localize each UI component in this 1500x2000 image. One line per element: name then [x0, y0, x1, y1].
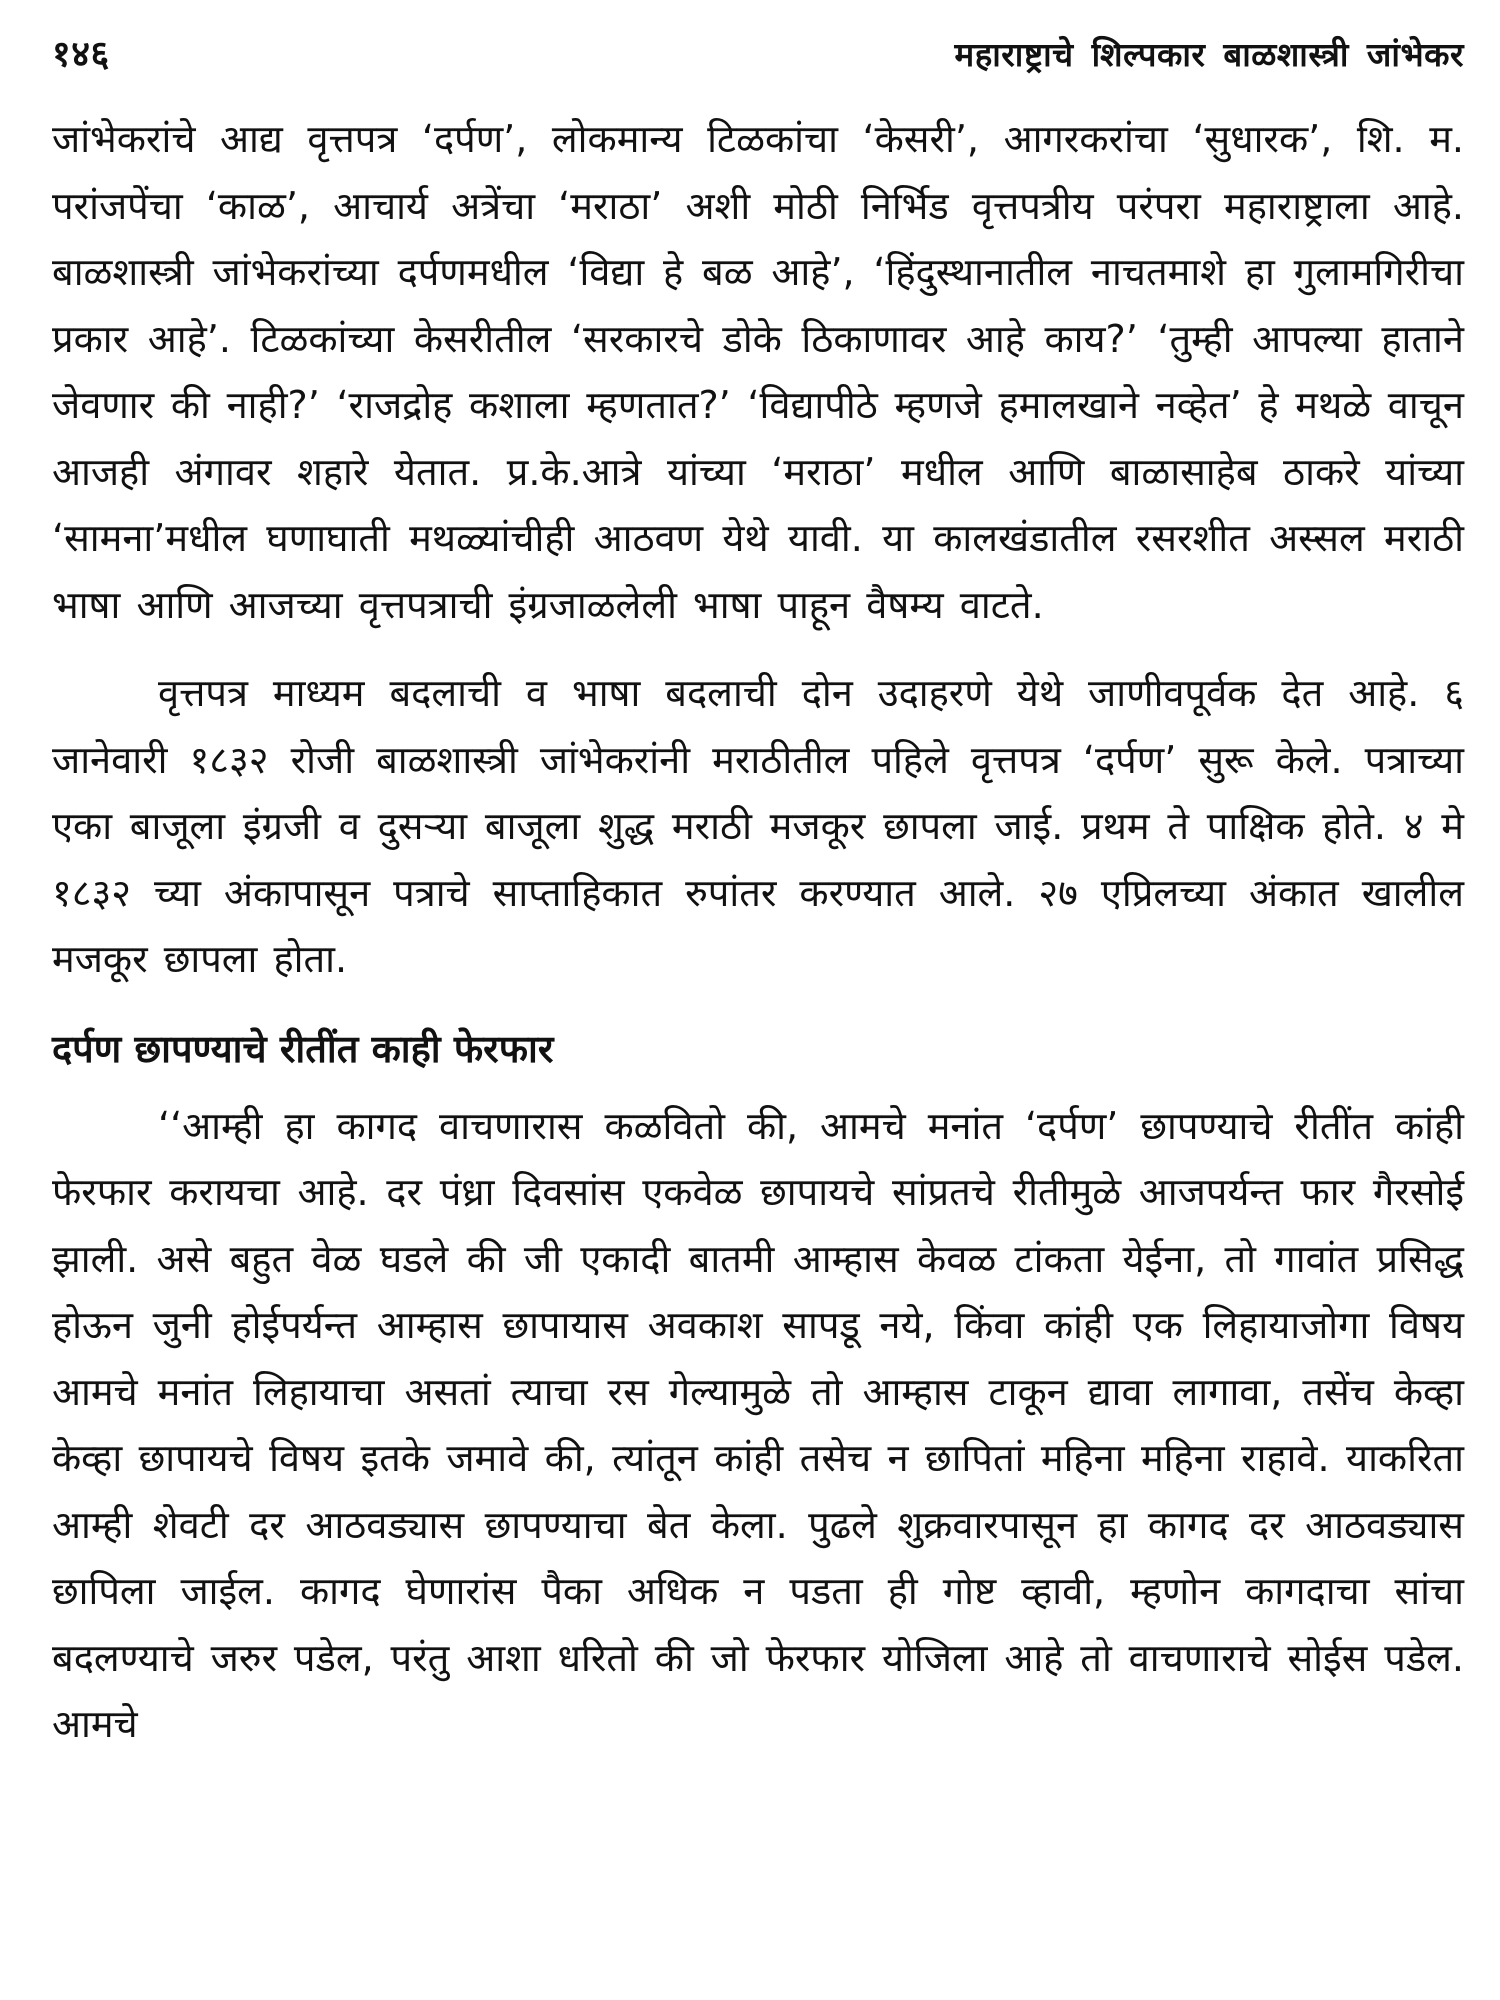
book-page [52, 28, 1464, 1978]
running-header [52, 28, 1464, 106]
page-number: १४६ [52, 34, 110, 75]
paragraph-darpan-quote: ‘‘आम्ही हा कागद वाचणारास कळवितो की, आमचे मनांत ‘दर्पण’ छापण्याचे रीतींत कांही फेरफार करायचा आहे. दर पंध्रा दिवसांस एकवेळ छापायचे सांप्रतचे रीतीमुळे आजपर्यन्त फार गैरसोई झाली. असे बहुत वेळ घडले की जी एकादी बातमी आम्हास केवळ टांकता येईना, तो गावांत प्रसिद्ध होऊन जुनी होईपर्यन्त आम्हास छापायास अवकाश सापडू नये, किंवा कांही एक लिहायाजोगा विषय आमचे मनांत लिहायाचा असतां त्याचा रस गेल्यामुळे तो आम्हास टाकून द्यावा लागावा, तसेंच केव्हा केव्हा छापायचे विषय इतके जमावे की, त्यांतून कांही तसेच न छापितां महिना महिना राहावे. याकरिता आम्ही शेवटी दर आठवड्यास छापण्याचा बेत केला. पुढले शुक्रवारपासून हा कागद दर आठवड्यास छापिला जाईल. कागद घेणारांस पैका अधिक न पडता ही गोष्ट व्हावी, म्हणोन कागदाचा सांचा बदलण्याचे जरुर पडेल, परंतु आशा धरितो की जो फेरफार योजिला आहे तो वाचणाराचे सोईस पडेल. आमचे [52, 1103, 1464, 1746]
book-title: महाराष्ट्राचे शिल्पकार बाळशास्त्री जांभेकर [954, 35, 1464, 74]
section-heading: दर्पण छापण्याचे रीतींत काही फेरफार [52, 1026, 554, 1071]
paragraph-darpan-history: वृत्तपत्र माध्यम बदलाची व भाषा बदलाची दोन उदाहरणे येथे जाणीवपूर्वक देत आहे. ६ जानेवारी १८३२ रोजी बाळशास्त्री जांभेकरांनी मराठीतील पहिले वृत्तपत्र ‘दर्पण’ सुरू केले. पत्राच्या एका बाजूला इंग्रजी व दुसऱ्या बाजूला शुद्ध मराठी मजकूर छापला जाई. प्रथम ते पाक्षिक होते. ४ मे १८३२ च्या अंकापासून पत्राचे साप्ताहिकात रुपांतर करण्यात आले. २७ एप्रिलच्या अंकात खालील मजकूर छापला होता. [52, 671, 1464, 981]
paragraph-newspaper-tradition: जांभेकरांचे आद्य वृत्तपत्र ‘दर्पण’, लोकमान्य टिळकांचा ‘केसरी’, आगरकरांचा ‘सुधारक’, शि. म. परांजपेंचा ‘काळ’, आचार्य अत्रेंचा ‘मराठा’ अशी मोठी निर्भिड वृत्तपत्रीय परंपरा महाराष्ट्राला आहे. बाळशास्त्री जांभेकरांच्या दर्पणमधील ‘विद्या हे बळ आहे’, ‘हिंदुस्थानातील नाचतमाशे हा गुलामगिरीचा प्रकार आहे’. टिळकांच्या केसरीतील ‘सरकारचे डोके ठिकाणावर आहे काय?’ ‘तुम्ही आपल्या हाताने जेवणार की नाही?’ ‘राजद्रोह कशाला म्हणतात?’ ‘विद्यापीठे म्हणजे हमालखाने नव्हेत’ हे मथळे वाचून आजही अंगावर शहारे येतात. प्र.के.आत्रे यांच्या ‘मराठा’ मधील आणि बाळासाहेब ठाकरे यांच्या ‘सामना’मधील घणाघाती मथळ्यांचीही आठवण येथे यावी. या कालखंडातील रसरशीत अस्सल मराठी भाषा आणि आजच्या वृत्तपत्राची इंग्रजाळलेली भाषा पाहून वैषम्य वाटते. [52, 117, 1464, 627]
